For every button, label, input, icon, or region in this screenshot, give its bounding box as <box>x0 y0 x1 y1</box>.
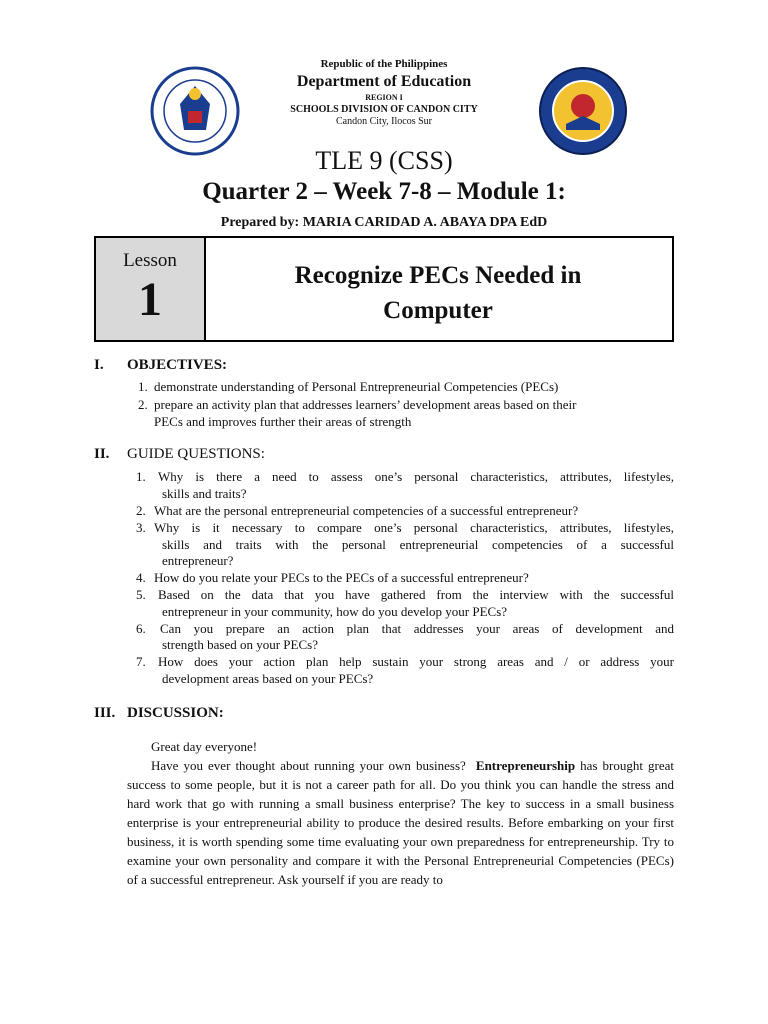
section-title-guide: GUIDE QUESTIONS: <box>127 446 265 462</box>
guide-text-5a: Based on the data that you have gathered from the interview with the successful <box>158 587 674 602</box>
prepared-by: Prepared by: MARIA CARIDAD A. ABAYA DPA EdD <box>220 215 548 230</box>
republic-text: Republic of the Philippines <box>320 58 448 70</box>
guide-num-7: 7. <box>136 654 146 669</box>
guide-text-1a: Why is there a need to assess one’s personal characteristics, attributes, lifestyles, <box>158 469 674 484</box>
division-text: SCHOOLS DIVISION OF CANDON CITY <box>290 104 478 115</box>
guide-text-6a: Can you prepare an action plan that addresses your areas of development and <box>160 621 674 636</box>
lesson-label: Lesson <box>123 250 177 271</box>
discussion-text-rest: has brought great success to some people, but it is not a career path for all. Do you think you can handle the stress and hard work that go with running a small business enterprise? The key to success in a small business enterprise is your entrepreneurial ability to produce the desired results. Before embarking on your first business, it is worth spending some time evaluating your own preparedness for entrepreneurship. Try to examine your own personality and compare it with the Personal Entrepreneurial Competencies (PECs) of a successful entrepreneur. Ask yourself if you are ready to <box>127 758 675 887</box>
lesson-title-line2: Computer <box>383 297 493 324</box>
section-num-guide: II. <box>94 446 110 462</box>
department-text: Department of Education <box>296 73 472 90</box>
objective-text-2b: PECs and improves further their areas of strength <box>154 414 412 429</box>
section-num-objectives: I. <box>94 357 104 373</box>
objective-num-2: 2. <box>138 397 148 412</box>
lesson-number-cell <box>96 238 206 340</box>
module-title: Quarter 2 – Week 7-8 – Module 1: <box>202 178 566 205</box>
lesson-number: 1 <box>138 273 162 326</box>
guide-num-2: 2. <box>136 503 146 518</box>
region-text: REGION I <box>365 93 403 102</box>
guide-text-3c: entrepreneur? <box>162 553 234 568</box>
guide-text-7b: development areas based on your PECs? <box>162 671 374 686</box>
location-text: Candon City, Ilocos Sur <box>335 116 432 127</box>
discussion-greeting: Great day everyone! <box>151 739 258 754</box>
entrepreneurship-term: Entrepreneurship <box>475 758 576 773</box>
section-title-objectives: OBJECTIVES: <box>127 357 228 373</box>
objective-text-2a: prepare an activity plan that addresses learners’ development areas based on their <box>154 397 577 412</box>
guide-text-7a: How does your action plan help sustain your strong areas and / or address your <box>158 654 674 669</box>
section-title-discussion: DISCUSSION: <box>127 705 224 721</box>
lesson-title-line1: Recognize PECs Needed in <box>294 262 582 289</box>
guide-num-1: 1. <box>136 469 146 484</box>
subject-title: TLE 9 (CSS) <box>315 146 453 175</box>
guide-num-6: 6. <box>136 621 146 636</box>
guide-text-2: What are the personal entrepreneurial competencies of a successful entrepreneur? <box>154 503 579 518</box>
lesson-title <box>204 258 672 328</box>
guide-text-3b: skills and traits with the personal entrepreneurial competencies of a successful <box>162 537 674 552</box>
guide-num-3: 3. <box>136 520 146 535</box>
guide-text-1b: skills and traits? <box>162 486 247 501</box>
objective-num-1: 1. <box>138 379 148 394</box>
lesson-box <box>94 236 674 342</box>
objective-text-1: demonstrate understanding of Personal Entrepreneurial Competencies (PECs) <box>154 379 559 394</box>
discussion-text-start: Have you ever thought about running your own business? <box>151 758 466 773</box>
guide-text-5b: entrepreneur in your community, how do you develop your PECs? <box>162 604 508 619</box>
guide-text-3a: Why is it necessary to compare one’s personal characteristics, attributes, lifestyles, <box>154 520 674 535</box>
guide-num-4: 4. <box>136 570 146 585</box>
guide-text-4: How do you relate your PECs to the PECs of a successful entrepreneur? <box>154 570 529 585</box>
section-num-discussion: III. <box>94 705 116 721</box>
guide-text-6b: strength based on your PECs? <box>162 637 318 652</box>
guide-num-5: 5. <box>136 587 146 602</box>
discussion-paragraph <box>127 756 674 889</box>
